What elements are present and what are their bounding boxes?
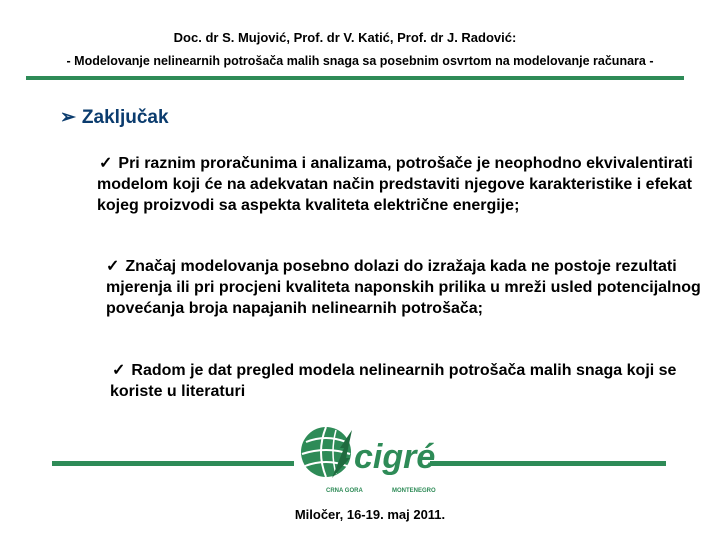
checkmark-icon: ✓ — [106, 258, 120, 275]
bullet-text-3: Radom je dat pregled modela nelinearnih potrošača malih snaga koji se koriste u literaturi — [110, 362, 677, 400]
section-heading — [60, 106, 169, 129]
bullet-item-2 — [106, 256, 702, 319]
presentation-subtitle: - Modelovanje nelinearnih potrošača malih snaga sa posebnim osvrtom na modelovanje računara - — [66, 54, 654, 68]
authors-header: Doc. dr S. Mujović, Prof. dr V. Katić, Prof. dr J. Radović: — [173, 30, 517, 45]
logo-country-local: CRNA GORA — [326, 488, 363, 494]
bullet-item-1 — [97, 153, 697, 216]
checkmark-icon: ✓ — [112, 362, 126, 379]
arrow-bullet-icon: ➢ — [60, 107, 76, 128]
checkmark-icon: ✓ — [99, 155, 113, 172]
header-divider — [26, 76, 684, 80]
bullet-text-2: Značaj modelovanja posebno dolazi do izražaja kada ne postoje rezultati mjerenja ili pri procjeni kvaliteta naponskih prilika u mreži usled potencijalnog povećanja broja napajanih nelinearnih potrošača; — [106, 258, 701, 317]
cigre-logo — [296, 418, 436, 496]
bullet-text-1: Pri raznim proračunima i analizama, potrošače je neophodno ekvivalentirati modelom koji će na adekvatan način predstaviti njegove karakteristike i efekat kojeg proizvodi sa aspekta kvaliteta električne energije; — [97, 155, 693, 214]
logo-wordmark: cigré — [354, 438, 436, 476]
footer-divider-left — [52, 461, 294, 466]
logo-country-intl: MONTENEGRO — [392, 488, 436, 494]
footer-divider-right — [430, 461, 666, 466]
event-date: Miločer, 16-19. maj 2011. — [294, 507, 446, 522]
section-title: Zaključak — [81, 107, 169, 128]
bullet-item-3 — [110, 360, 710, 402]
